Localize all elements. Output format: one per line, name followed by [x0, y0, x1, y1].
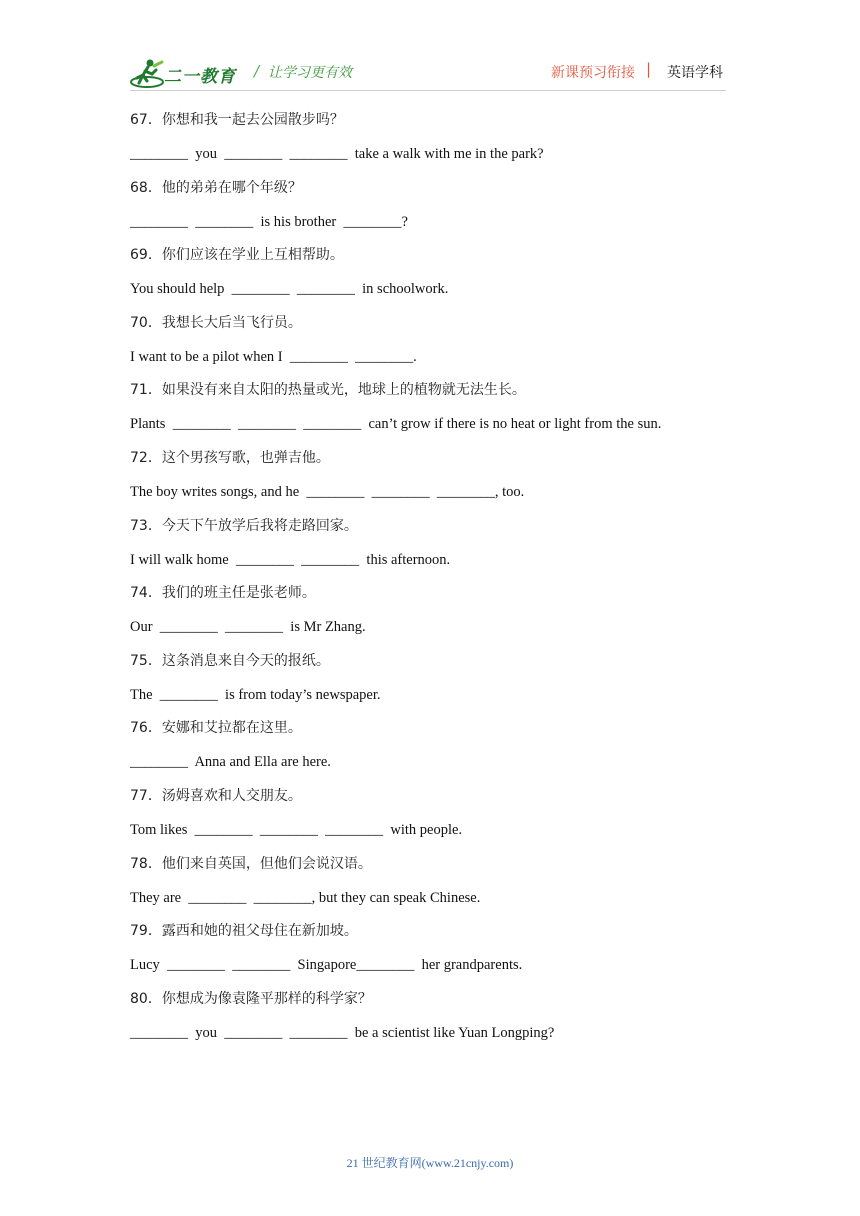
- question-prompt: 68．他的弟弟在哪个年级？: [130, 179, 302, 196]
- question-prompt: 72．这个男孩写歌，也弹吉他。: [130, 449, 330, 466]
- logo: [130, 58, 248, 90]
- question-blank-line: I will walk home ________ ________ this afternoon.: [130, 551, 451, 568]
- question-blank-line: Our ________ ________ is Mr Zhang.: [130, 619, 366, 636]
- question-blank-line: ________ ________ is his brother ________?: [130, 213, 408, 230]
- question-blank-line: ________ Anna and Ella are here.: [130, 754, 331, 771]
- question-70: [130, 313, 750, 381]
- question-prompt: 73．今天下午放学后我将走路回家。: [130, 517, 358, 534]
- question-blank-line: Lucy ________ ________ Singapore________ her grandparents.: [130, 957, 523, 974]
- question-75: [130, 651, 750, 719]
- question-prompt: 80．你想成为像袁隆平那样的科学家？: [130, 990, 372, 1007]
- question-79: [130, 921, 750, 989]
- slogan: 让学习更有效: [268, 65, 352, 81]
- question-list: [130, 110, 750, 1056]
- page-header: [130, 56, 730, 92]
- question-blank-line: The boy writes songs, and he ________ ________ ________, too.: [130, 483, 525, 500]
- question-prompt: 78．他们来自英国，但他们会说汉语。: [130, 855, 372, 872]
- runner-logo-icon: [130, 58, 164, 90]
- question-72: [130, 448, 750, 516]
- header-divider: |: [645, 60, 651, 78]
- question-blank-line: ________ you ________ ________ be a scientist like Yuan Longping?: [130, 1024, 555, 1041]
- question-prompt: 74．我们的班主任是张老师。: [130, 585, 316, 602]
- question-blank-line: I want to be a pilot when I ________ ________.: [130, 348, 417, 365]
- question-80: [130, 989, 750, 1057]
- page-footer[interactable]: 21 世纪教育网(www.21cnjy.com): [346, 1156, 514, 1170]
- question-67: [130, 110, 750, 178]
- question-prompt: 75．这条消息来自今天的报纸。: [130, 652, 330, 669]
- question-prompt: 67．你想和我一起去公园散步吗？: [130, 112, 344, 128]
- question-prompt: 76．安娜和艾拉都在这里。: [130, 720, 302, 737]
- course-label: 新课预习衔接: [551, 65, 635, 81]
- question-77: [130, 786, 750, 854]
- question-blank-line: They are ________ ________, but they can speak Chinese.: [130, 889, 481, 906]
- question-71: [130, 380, 750, 448]
- question-prompt: 77．汤姆喜欢和人交朋友。: [130, 787, 302, 804]
- question-73: [130, 516, 750, 584]
- question-68: [130, 178, 750, 246]
- question-blank-line: You should help ________ ________ in schoolwork.: [130, 281, 449, 298]
- slogan-separator: /: [254, 62, 260, 80]
- subject-label: 英语学科: [667, 65, 723, 81]
- question-blank-line: Plants ________ ________ ________ can’t grow if there is no heat or light from the sun.: [130, 416, 662, 433]
- question-prompt: 69．你们应该在学业上互相帮助。: [130, 247, 344, 264]
- question-prompt: 79．露西和她的祖父母住在新加坡。: [130, 923, 358, 940]
- question-76: [130, 718, 750, 786]
- question-blank-line: ________ you ________ ________ take a walk with me in the park?: [130, 146, 544, 162]
- question-prompt: 70．我想长大后当飞行员。: [130, 314, 302, 331]
- question-69: [130, 245, 750, 313]
- question-blank-line: Tom likes ________ ________ ________ with people.: [130, 821, 463, 838]
- question-prompt: 71．如果没有来自太阳的热量或光，地球上的植物就无法生长。: [130, 382, 526, 399]
- question-78: [130, 854, 750, 922]
- question-74: [130, 583, 750, 651]
- question-blank-line: The ________ is from today’s newspaper.: [130, 686, 381, 703]
- logo-text: 二一教育: [164, 67, 236, 87]
- header-rule: [130, 90, 726, 91]
